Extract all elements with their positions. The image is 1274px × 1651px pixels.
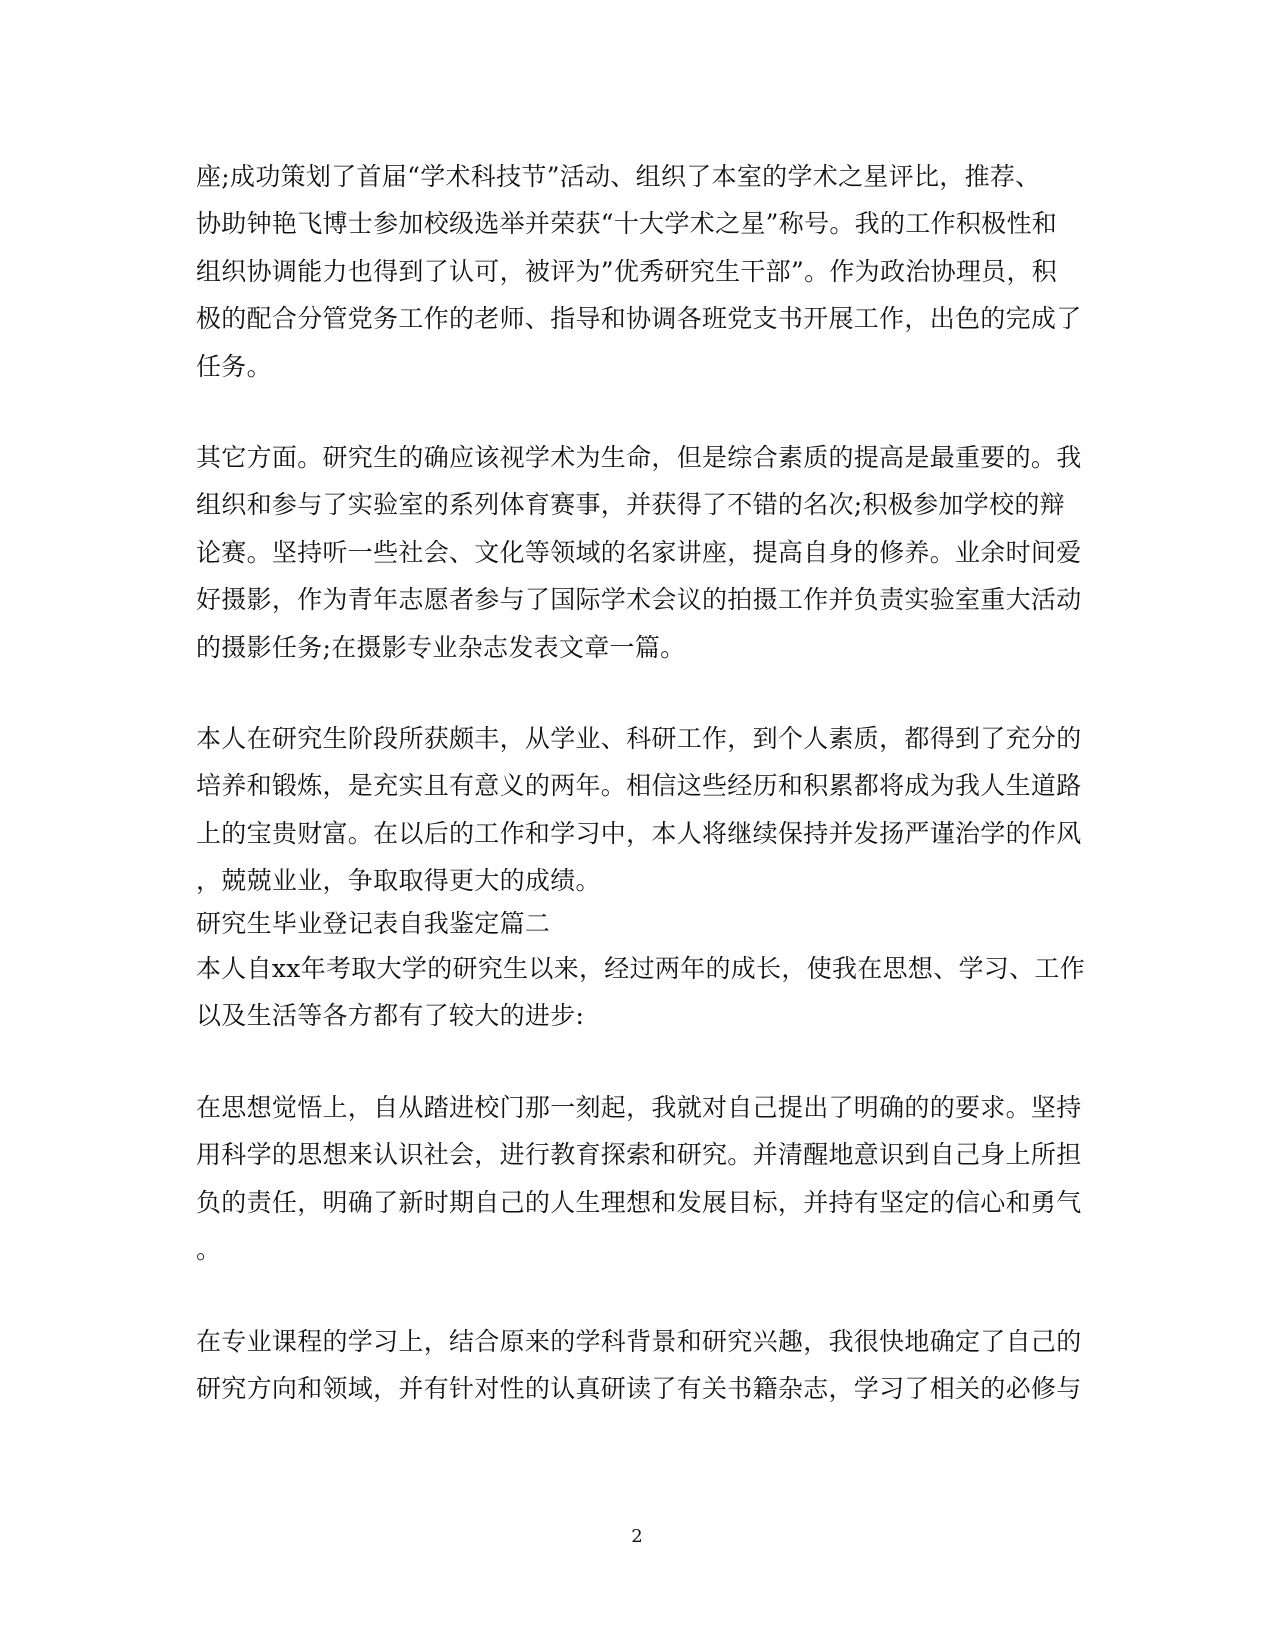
- text-line: 论赛。坚持听一些社会、文化等领域的名家讲座，提高自身的修养。业余时间爱: [196, 538, 1082, 567]
- text-line: 本人在研究生阶段所获颇丰，从学业、科研工作，到个人素质，都得到了充分的: [196, 724, 1082, 753]
- text-line: 任务。: [196, 352, 272, 381]
- text-line: 用科学的思想来认识社会，进行教育探索和研究。并清醒地意识到自己身上所担: [196, 1140, 1082, 1169]
- text-line: 培养和锻炼，是充实且有意义的两年。相信这些经历和积累都将成为我人生道路: [196, 771, 1082, 800]
- text-line: 其它方面。研究生的确应该视学术为生命，但是综合素质的提高是最重要的。我: [196, 443, 1082, 472]
- page-number: 2: [631, 1526, 643, 1547]
- text-line: 上的宝贵财富。在以后的工作和学习中，本人将继续保持并发扬严谨治学的作风: [196, 819, 1082, 848]
- text-line: 研究方向和领域，并有针对性的认真研读了有关书籍杂志，学习了相关的必修与: [196, 1374, 1082, 1403]
- text-line: 组织协调能力也得到了认可，被评为”优秀研究生干部”。作为政治协理员，积: [196, 257, 1058, 286]
- text-line: 协助钟艳飞博士参加校级选举并荣获“十大学术之星”称号。我的工作积极性和: [196, 209, 1058, 238]
- text-line: 极的配合分管党务工作的老师、指导和协调各班党支书开展工作，出色的完成了: [196, 304, 1082, 333]
- text-line: 在专业课程的学习上，结合原来的学科背景和研究兴趣，我很快地确定了自己的: [196, 1327, 1082, 1356]
- text-line: 以及生活等各方都有了较大的进步:: [196, 1001, 585, 1030]
- text-line: 好摄影，作为青年志愿者参与了国际学术会议的拍摄工作并负责实验室重大活动: [196, 585, 1082, 614]
- text-line: 本人自xx年考取大学的研究生以来，经过两年的成长，使我在思想、学习、工作: [196, 954, 1086, 983]
- text-line: 组织和参与了实验室的系列体育赛事，并获得了不错的名次;积极参加学校的辩: [196, 490, 1065, 519]
- text-line: 在思想觉悟上，自从踏进校门那一刻起，我就对自己提出了明确的的要求。坚持: [196, 1093, 1082, 1122]
- text-line: 。: [196, 1235, 222, 1264]
- text-line: 的摄影任务;在摄影专业杂志发表文章一篇。: [196, 633, 686, 662]
- text-line: ，兢兢业业，争取取得更大的成绩。: [196, 866, 601, 895]
- text-line: 负的责任，明确了新时期自己的人生理想和发展目标，并持有坚定的信心和勇气: [196, 1188, 1082, 1217]
- text-line: 座;成功策划了首届“学术科技节”活动、组织了本室的学术之星评比，推荐、: [196, 162, 1041, 191]
- section-heading: 研究生毕业登记表自我鉴定篇二: [196, 909, 551, 938]
